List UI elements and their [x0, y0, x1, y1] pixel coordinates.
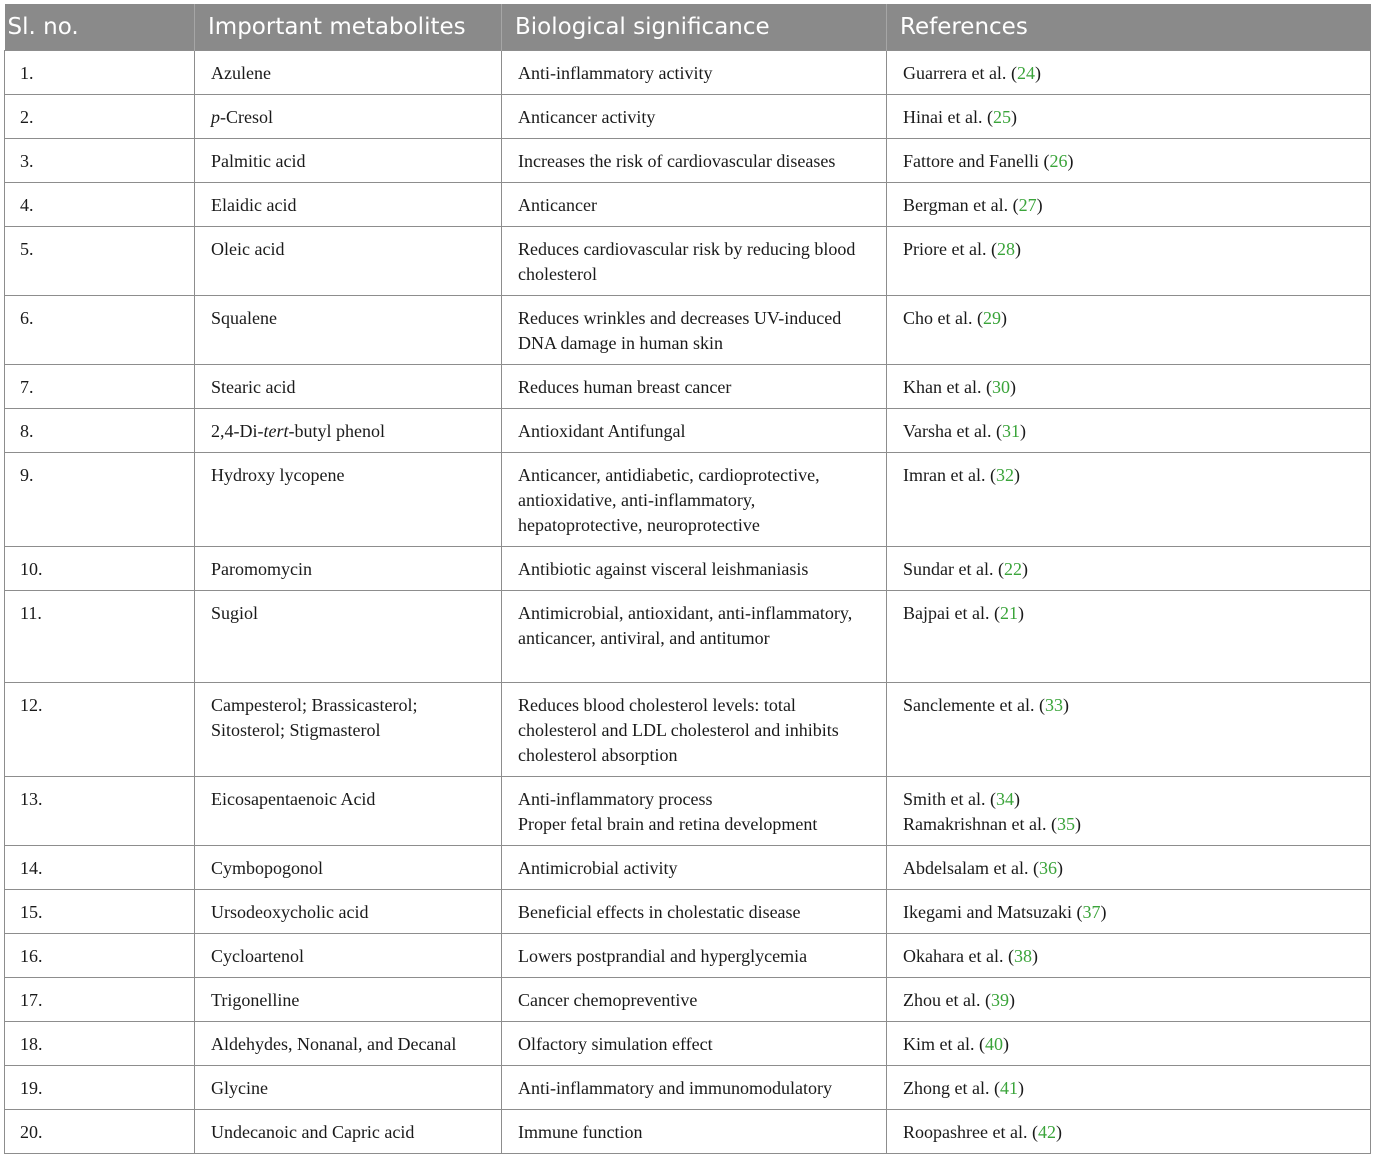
cell-sl-no	[5, 409, 195, 453]
cell-significance-text: Antimicrobial, antioxidant, anti-inflammatory, anticancer, antiviral, and antitumor	[518, 603, 853, 648]
table-row	[5, 51, 1371, 95]
table-row	[5, 846, 1371, 890]
cell-significance-text: Increases the risk of cardiovascular diseases	[518, 151, 836, 171]
cell-significance	[502, 139, 887, 183]
cell-sl-no-text: 14.	[20, 858, 43, 878]
cell-significance	[502, 453, 887, 547]
cell-reference: Okahara et al. (38)	[887, 934, 1371, 978]
reference-link[interactable]: 42	[1037, 1122, 1056, 1142]
cell-reference: Abdelsalam et al. (36)	[887, 846, 1371, 890]
cell-metabolite	[195, 1066, 502, 1110]
cell-sl-no	[5, 227, 195, 296]
cell-significance-text: Anticancer	[518, 195, 597, 215]
cell-metabolite-text: Aldehydes, Nonanal, and Decanal	[211, 1034, 457, 1054]
cell-sl-no-text: 17.	[20, 990, 43, 1010]
reference-link[interactable]: 28	[996, 239, 1015, 259]
cell-metabolite	[195, 846, 502, 890]
cell-metabolite-text: Paromomycin	[211, 559, 312, 579]
cell-significance-text: Immune function	[518, 1122, 643, 1142]
cell-significance-text: Cancer chemopreventive	[518, 990, 698, 1010]
reference-authors: Zhou et al.	[903, 990, 981, 1010]
reference-authors: Smith et al.	[903, 789, 986, 809]
cell-metabolite	[195, 183, 502, 227]
cell-metabolite	[195, 591, 502, 683]
reference-authors: Ikegami and Matsuzaki	[903, 902, 1072, 922]
cell-significance-text: Anticancer, antidiabetic, cardioprotective, antioxidative, anti-inflammatory, hepatoprotective, neuroprotective	[518, 465, 820, 535]
cell-sl-no	[5, 1110, 195, 1154]
table-row	[5, 1022, 1371, 1066]
cell-metabolite-text: Glycine	[211, 1078, 268, 1098]
cell-reference: Priore et al. (28)	[887, 227, 1371, 296]
table-row	[5, 183, 1371, 227]
cell-reference: Cho et al. (29)	[887, 296, 1371, 365]
cell-metabolite	[195, 51, 502, 95]
reference-link[interactable]: 31	[1001, 421, 1020, 441]
reference-authors: Abdelsalam et al.	[903, 858, 1029, 878]
reference-link[interactable]: 41	[999, 1078, 1018, 1098]
cell-significance	[502, 95, 887, 139]
reference-authors: Cho et al.	[903, 308, 973, 328]
cell-sl-no-text: 20.	[20, 1122, 43, 1142]
cell-metabolite	[195, 1110, 502, 1154]
table-row	[5, 296, 1371, 365]
cell-metabolite-text: Hydroxy lycopene	[211, 465, 345, 485]
cell-metabolite	[195, 95, 502, 139]
cell-sl-no-text: 13.	[20, 789, 43, 809]
cell-significance	[502, 978, 887, 1022]
cell-reference: Sundar et al. (22)	[887, 547, 1371, 591]
reference-authors: Roopashree et al.	[903, 1122, 1028, 1142]
header-significance: Biological significance	[502, 4, 887, 51]
cell-sl-no-text: 12.	[20, 695, 43, 715]
cell-significance	[502, 1022, 887, 1066]
reference-link[interactable]: 24	[1016, 63, 1035, 83]
cell-significance-text: Antioxidant Antifungal	[518, 421, 686, 441]
reference-authors: Kim et al.	[903, 1034, 975, 1054]
cell-reference: Sanclemente et al. (33)	[887, 683, 1371, 777]
cell-significance	[502, 683, 887, 777]
cell-sl-no-text: 18.	[20, 1034, 43, 1054]
table-row	[5, 95, 1371, 139]
reference-authors: Khan et al.	[903, 377, 982, 397]
cell-reference: Hinai et al. (25)	[887, 95, 1371, 139]
table-row	[5, 139, 1371, 183]
reference-authors: Hinai et al.	[903, 107, 983, 127]
table-row	[5, 934, 1371, 978]
reference-link[interactable]: 27	[1018, 195, 1037, 215]
cell-significance-text: Beneficial effects in cholestatic disease	[518, 902, 801, 922]
cell-reference: Varsha et al. (31)	[887, 409, 1371, 453]
cell-reference: Kim et al. (40)	[887, 1022, 1371, 1066]
cell-significance	[502, 777, 887, 846]
cell-sl-no	[5, 777, 195, 846]
cell-significance	[502, 591, 887, 683]
reference-authors: Priore et al.	[903, 239, 987, 259]
metabolites-table	[4, 4, 1371, 1154]
cell-metabolite-text: Azulene	[211, 63, 271, 83]
cell-significance	[502, 1110, 887, 1154]
cell-sl-no	[5, 1022, 195, 1066]
cell-significance	[502, 51, 887, 95]
reference-authors: Sanclemente et al.	[903, 695, 1035, 715]
header-sl-no: Sl. no.	[5, 4, 195, 51]
table-row	[5, 1066, 1371, 1110]
cell-metabolite-text: Campesterol; Brassicasterol; Sitosterol; Stigmasterol	[211, 695, 418, 740]
cell-significance-text: Anticancer activity	[518, 107, 656, 127]
cell-sl-no-text: 8.	[20, 421, 34, 441]
cell-metabolite-text: Cycloartenol	[211, 946, 304, 966]
cell-significance	[502, 890, 887, 934]
cell-metabolite	[195, 365, 502, 409]
cell-metabolite	[195, 409, 502, 453]
table-row	[5, 365, 1371, 409]
cell-sl-no	[5, 51, 195, 95]
cell-sl-no-text: 11.	[20, 603, 42, 623]
cell-sl-no-text: 16.	[20, 946, 43, 966]
cell-reference: Khan et al. (30)	[887, 365, 1371, 409]
reference-authors: Imran et al.	[903, 465, 986, 485]
cell-significance-text: Reduces wrinkles and decreases UV-induced DNA damage in human skin	[518, 308, 842, 353]
cell-sl-no	[5, 890, 195, 934]
reference-link[interactable]: 39	[990, 990, 1009, 1010]
cell-sl-no	[5, 95, 195, 139]
cell-metabolite-text: Trigonelline	[211, 990, 300, 1010]
cell-significance-text: Anti-inflammatory activity	[518, 63, 713, 83]
cell-significance	[502, 1066, 887, 1110]
table-row	[5, 1110, 1371, 1154]
cell-metabolite-text: Ursodeoxycholic acid	[211, 902, 369, 922]
cell-sl-no-text: 1.	[20, 63, 34, 83]
reference-link[interactable]: 25	[992, 107, 1011, 127]
reference-authors: Bajpai et al.	[903, 603, 990, 623]
cell-metabolite-text: Sugiol	[211, 603, 259, 623]
reference-link[interactable]: 36	[1038, 858, 1057, 878]
cell-significance	[502, 934, 887, 978]
cell-reference: Roopashree et al. (42)	[887, 1110, 1371, 1154]
table-body	[5, 51, 1371, 1154]
table-row	[5, 547, 1371, 591]
cell-sl-no	[5, 978, 195, 1022]
cell-significance	[502, 365, 887, 409]
cell-significance	[502, 227, 887, 296]
cell-significance	[502, 547, 887, 591]
cell-significance-text: Reduces cardiovascular risk by reducing blood cholesterol	[518, 239, 856, 284]
reference-authors: Fattore and Fanelli	[903, 151, 1039, 171]
cell-metabolite	[195, 978, 502, 1022]
reference-authors: Bergman et al.	[903, 195, 1009, 215]
reference-authors: Zhong et al.	[903, 1078, 990, 1098]
cell-reference: Imran et al. (32)	[887, 453, 1371, 547]
reference-link[interactable]: 40	[984, 1034, 1003, 1054]
cell-significance-text: Reduces human breast cancer	[518, 377, 732, 397]
cell-metabolite	[195, 453, 502, 547]
reference-link[interactable]: 32	[995, 465, 1014, 485]
cell-significance	[502, 296, 887, 365]
cell-metabolite-text: Eicosapentaenoic Acid	[211, 789, 376, 809]
cell-reference: Fattore and Fanelli (26)	[887, 139, 1371, 183]
cell-sl-no-text: 19.	[20, 1078, 43, 1098]
cell-metabolite-text: p-Cresol	[211, 107, 273, 127]
cell-significance	[502, 846, 887, 890]
header-metabolites: Important metabolites	[195, 4, 502, 51]
cell-metabolite-text: Squalene	[211, 308, 277, 328]
cell-reference: Zhou et al. (39)	[887, 978, 1371, 1022]
cell-significance-text-2: Proper fetal brain and retina development	[518, 814, 818, 834]
reference-link[interactable]: 34	[996, 789, 1014, 809]
reference-link[interactable]: 21	[999, 603, 1018, 623]
cell-metabolite	[195, 777, 502, 846]
reference-link[interactable]: 33	[1044, 695, 1063, 715]
cell-significance-text: Antibiotic against visceral leishmaniasis	[518, 559, 809, 579]
cell-metabolite	[195, 934, 502, 978]
reference-link[interactable]: 30	[991, 377, 1010, 397]
cell-reference: Bajpai et al. (21)	[887, 591, 1371, 683]
table-row	[5, 591, 1371, 683]
cell-sl-no-text: 7.	[20, 377, 34, 397]
cell-significance-text: Anti-inflammatory process	[518, 789, 713, 809]
reference-authors: Varsha et al.	[903, 421, 992, 441]
cell-sl-no	[5, 453, 195, 547]
table-row	[5, 777, 1371, 846]
cell-reference: Bergman et al. (27)	[887, 183, 1371, 227]
reference-authors: Ramakrishnan et al.	[903, 814, 1047, 834]
cell-sl-no	[5, 365, 195, 409]
cell-metabolite-text: Undecanoic and Capric acid	[211, 1122, 415, 1142]
table-row	[5, 453, 1371, 547]
table-row	[5, 409, 1371, 453]
cell-metabolite	[195, 296, 502, 365]
reference-link[interactable]: 38	[1013, 946, 1032, 966]
cell-significance-text: Reduces blood cholesterol levels: total cholesterol and LDL cholesterol and inhibits cholesterol absorption	[518, 695, 839, 765]
table-header	[5, 4, 1371, 51]
cell-metabolite	[195, 547, 502, 591]
cell-sl-no	[5, 846, 195, 890]
cell-metabolite-text: Palmitic acid	[211, 151, 306, 171]
cell-significance-text: Antimicrobial activity	[518, 858, 678, 878]
reference-link[interactable]: 26	[1049, 151, 1068, 171]
cell-sl-no	[5, 183, 195, 227]
cell-metabolite-text: Elaidic acid	[211, 195, 297, 215]
reference-link[interactable]: 29	[983, 308, 1001, 328]
cell-significance-text: Anti-inflammatory and immunomodulatory	[518, 1078, 832, 1098]
cell-sl-no	[5, 591, 195, 683]
table-row	[5, 978, 1371, 1022]
cell-sl-no	[5, 547, 195, 591]
cell-metabolite	[195, 890, 502, 934]
reference-authors: Okahara et al.	[903, 946, 1004, 966]
cell-metabolite-text: Cymbopogonol	[211, 858, 324, 878]
reference-link[interactable]: 37	[1082, 902, 1101, 922]
cell-sl-no	[5, 296, 195, 365]
cell-sl-no-text: 5.	[20, 239, 34, 259]
cell-significance-text: Olfactory simulation effect	[518, 1034, 713, 1054]
header-references: References	[887, 4, 1371, 51]
cell-sl-no	[5, 683, 195, 777]
cell-metabolite	[195, 683, 502, 777]
cell-metabolite	[195, 1022, 502, 1066]
cell-sl-no-text: 10.	[20, 559, 43, 579]
cell-sl-no-text: 9.	[20, 465, 34, 485]
cell-sl-no-text: 4.	[20, 195, 34, 215]
cell-sl-no	[5, 934, 195, 978]
cell-reference: Smith et al. (34) Ramakrishnan et al. (35)	[887, 777, 1371, 846]
reference-link[interactable]: 35	[1056, 814, 1075, 834]
reference-link[interactable]: 22	[1003, 559, 1022, 579]
table-row	[5, 227, 1371, 296]
cell-reference: Guarrera et al. (24)	[887, 51, 1371, 95]
cell-sl-no	[5, 139, 195, 183]
cell-sl-no	[5, 1066, 195, 1110]
reference-authors: Sundar et al.	[903, 559, 994, 579]
cell-metabolite	[195, 139, 502, 183]
table-row	[5, 890, 1371, 934]
reference-authors: Guarrera et al.	[903, 63, 1007, 83]
cell-reference: Ikegami and Matsuzaki (37)	[887, 890, 1371, 934]
header-row	[5, 4, 1371, 51]
cell-significance	[502, 183, 887, 227]
cell-metabolite-text: Oleic acid	[211, 239, 285, 259]
cell-metabolite-text: 2,4-Di-tert-butyl phenol	[211, 421, 385, 441]
cell-sl-no-text: 2.	[20, 107, 34, 127]
cell-metabolite	[195, 227, 502, 296]
cell-sl-no-text: 6.	[20, 308, 34, 328]
cell-significance-text: Lowers postprandial and hyperglycemia	[518, 946, 808, 966]
cell-sl-no-text: 15.	[20, 902, 43, 922]
cell-significance	[502, 409, 887, 453]
table-row	[5, 683, 1371, 777]
cell-reference: Zhong et al. (41)	[887, 1066, 1371, 1110]
cell-metabolite-text: Stearic acid	[211, 377, 296, 397]
cell-sl-no-text: 3.	[20, 151, 34, 171]
